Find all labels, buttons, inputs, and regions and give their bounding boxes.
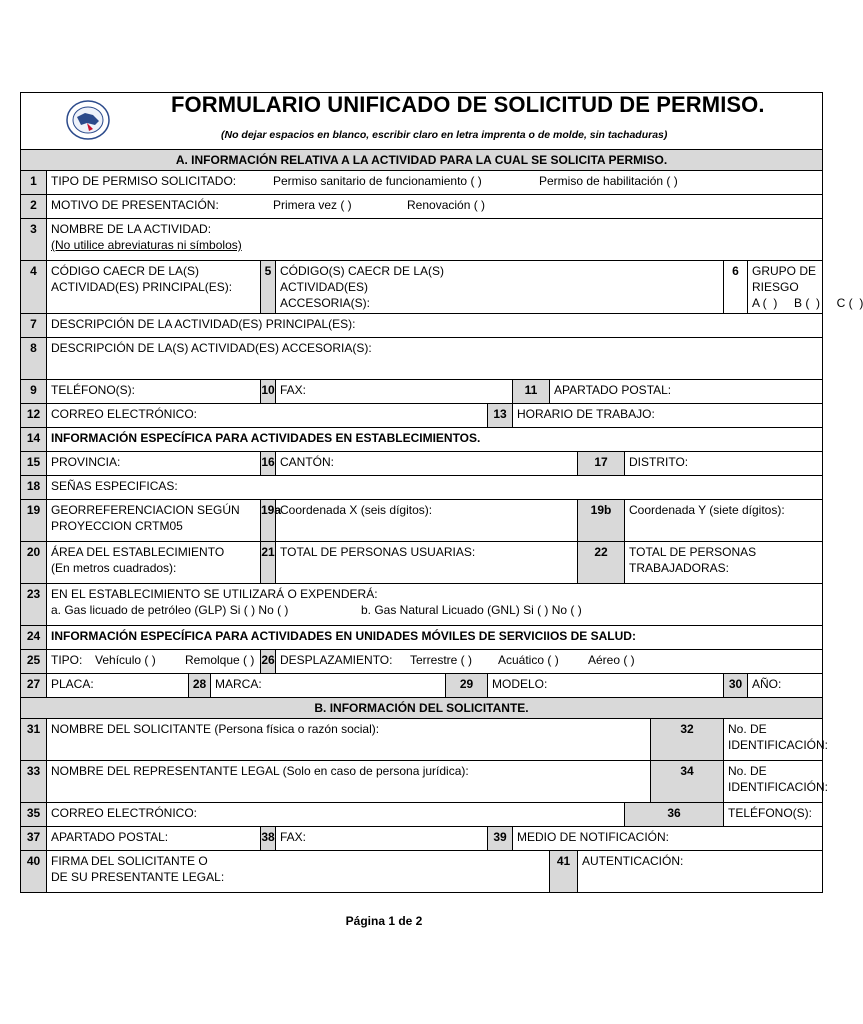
- row-number: 29: [446, 674, 488, 698]
- displacement-field[interactable]: [276, 650, 823, 674]
- applicant-fax-field[interactable]: [276, 827, 488, 851]
- displacement-label: DESPLAZAMIENTO:: [280, 653, 393, 667]
- legal-rep-name-field[interactable]: [47, 761, 651, 803]
- applicant-fax-label: FAX:: [280, 830, 307, 844]
- option-vehicle[interactable]: Vehículo ( ): [95, 653, 156, 667]
- brand-field[interactable]: [211, 674, 446, 698]
- row-number: 22: [578, 542, 625, 584]
- email-label: CORREO ELECTRÓNICO:: [51, 407, 198, 421]
- row-number: 40: [21, 851, 47, 893]
- accessory-caecr-code-label: CÓDIGO(S) CAECR DE LA(S) ACTIVIDAD(ES) ACCESORIA(S):: [280, 264, 445, 310]
- legal-rep-id-label: No. DE IDENTIFICACIÓN:: [728, 764, 829, 794]
- option-sanitary-permit[interactable]: Permiso sanitario de funcionamiento ( ): [273, 174, 482, 188]
- row-number: 19a: [261, 500, 276, 542]
- row-number: 4: [21, 261, 47, 314]
- applicant-phone-field[interactable]: [724, 803, 823, 827]
- row-number: 31: [21, 719, 47, 761]
- total-users-label: TOTAL DE PERSONAS USUARIAS:: [280, 545, 476, 559]
- row-number: 37: [21, 827, 47, 851]
- row-number: 36: [625, 803, 724, 827]
- activity-name-label: NOMBRE DE LA ACTIVIDAD:: [51, 222, 212, 236]
- coordinate-y-label: Coordenada Y (siete dígitos):: [629, 503, 785, 517]
- mobile-units-heading: INFORMACIÓN ESPECÍFICA PARA ACTIVIDADES EN UNIDADES MÓVILES DE SERVICIIOS DE SALUD:: [47, 626, 823, 650]
- total-workers-field[interactable]: [625, 542, 823, 584]
- applicant-email-label: CORREO ELECTRÓNICO:: [51, 806, 198, 820]
- authentication-field[interactable]: [578, 851, 823, 893]
- fax-label: FAX:: [280, 383, 307, 397]
- permit-type-field[interactable]: [47, 171, 823, 195]
- notification-method-field[interactable]: [513, 827, 823, 851]
- row-number: 41: [550, 851, 578, 893]
- year-field[interactable]: [748, 674, 823, 698]
- row-number: 7: [21, 314, 47, 338]
- gas-usage-field[interactable]: [47, 584, 823, 626]
- applicant-postal-box-field[interactable]: [47, 827, 261, 851]
- row-number: 16: [261, 452, 276, 476]
- row-number: 24: [21, 626, 47, 650]
- phone-label: TELÉFONO(S):: [51, 383, 136, 397]
- row-number: 26: [261, 650, 276, 674]
- page-number: Página 1 de 2: [345, 914, 423, 928]
- row-number: 3: [21, 219, 47, 261]
- row-number: 8: [21, 338, 47, 380]
- row-number: 19: [21, 500, 47, 542]
- signature-label: FIRMA DEL SOLICITANTE O: [51, 854, 208, 868]
- section-a-heading: A. INFORMACIÓN RELATIVA A LA ACTIVIDAD PARA LA CUAL SE SOLICITA PERMISO.: [21, 150, 823, 171]
- row-number: 15: [21, 452, 47, 476]
- signature-label-line2: DE SU PRESENTANTE LEGAL:: [51, 870, 225, 884]
- row-number: 30: [724, 674, 748, 698]
- row-number: 9: [21, 380, 47, 404]
- year-label: AÑO:: [752, 677, 782, 691]
- row-number: 19b: [578, 500, 625, 542]
- section-b-heading: B. INFORMACIÓN DEL SOLICITANTE.: [21, 698, 823, 719]
- row-number: 1: [21, 171, 47, 195]
- main-caecr-code-label: CÓDIGO CAECR DE LA(S) ACTIVIDAD(ES) PRINCIPAL(ES):: [51, 264, 233, 294]
- risk-group-options[interactable]: A ( ) B ( ) C ( ): [752, 296, 863, 310]
- accessory-activity-description-field[interactable]: [47, 338, 823, 380]
- authentication-label: AUTENTICACIÓN:: [582, 854, 684, 868]
- work-schedule-field[interactable]: [513, 404, 823, 428]
- applicant-email-field[interactable]: [47, 803, 625, 827]
- form-header: [21, 93, 823, 150]
- applicant-postal-box-label: APARTADO POSTAL:: [51, 830, 169, 844]
- applicant-name-field[interactable]: [47, 719, 651, 761]
- row-number: 17: [578, 452, 625, 476]
- coordinate-x-field[interactable]: [276, 500, 578, 542]
- total-users-field[interactable]: [276, 542, 578, 584]
- establishment-info-heading: INFORMACIÓN ESPECÍFICA PARA ACTIVIDADES EN ESTABLECIMIENTOS.: [47, 428, 823, 452]
- permit-form-table: [20, 92, 863, 893]
- province-field[interactable]: [47, 452, 261, 476]
- option-renewal[interactable]: Renovación ( ): [407, 198, 486, 212]
- option-air[interactable]: Aéreo ( ): [588, 653, 635, 667]
- row-number: 20: [21, 542, 47, 584]
- canton-field[interactable]: [276, 452, 578, 476]
- row-number: 5: [261, 261, 276, 314]
- row-number: 34: [651, 761, 724, 803]
- row-number: 18: [21, 476, 47, 500]
- postal-box-label: APARTADO POSTAL:: [554, 383, 672, 397]
- coordinate-x-label: Coordenada X (seis dígitos):: [280, 503, 433, 517]
- row-number: 39: [488, 827, 513, 851]
- gas-usage-label: EN EL ESTABLECIMIENTO SE UTILIZARÁ O EXPENDERÁ:: [51, 587, 378, 601]
- applicant-name-label: NOMBRE DEL SOLICITANTE (Persona física o razón social):: [51, 722, 380, 736]
- presentation-reason-field[interactable]: [47, 195, 823, 219]
- option-first-time[interactable]: Primera vez ( ): [273, 198, 352, 212]
- row-number: 12: [21, 404, 47, 428]
- risk-group-label: GRUPO DE RIESGO: [752, 264, 817, 294]
- row-number: 27: [21, 674, 47, 698]
- establishment-area-field[interactable]: [47, 542, 261, 584]
- main-activity-description-label: DESCRIPCIÓN DE LA ACTIVIDAD(ES) PRINCIPAL(ES):: [51, 317, 356, 331]
- row-number: 13: [488, 404, 513, 428]
- legal-rep-name-label: NOMBRE DEL REPRESENTANTE LEGAL (Solo en caso de persona jurídica):: [51, 764, 469, 778]
- permit-type-label: TIPO DE PERMISO SOLICITADO:: [51, 174, 237, 188]
- row-number: 35: [21, 803, 47, 827]
- presentation-reason-label: MOTIVO DE PRESENTACIÓN:: [51, 198, 219, 212]
- plate-label: PLACA:: [51, 677, 94, 691]
- option-glp[interactable]: a. Gas licuado de petróleo (GLP) Si ( ) No ( ): [51, 603, 289, 617]
- row-number: 32: [651, 719, 724, 761]
- row-number: 6: [724, 261, 748, 314]
- total-workers-label: TOTAL DE PERSONAS TRABAJADORAS:: [629, 545, 757, 575]
- main-caecr-code-field[interactable]: [47, 261, 261, 314]
- option-land[interactable]: Terrestre ( ): [410, 653, 473, 667]
- phone-field[interactable]: [47, 380, 261, 404]
- row-number: 28: [189, 674, 211, 698]
- row-number: 14: [21, 428, 47, 452]
- row-number: 2: [21, 195, 47, 219]
- canton-label: CANTÓN:: [280, 455, 334, 469]
- work-schedule-label: HORARIO DE TRABAJO:: [517, 407, 655, 421]
- form-subtitle: (No dejar espacios en blanco, escribir claro en letra imprenta o de molde, sin tachaduras): [221, 129, 668, 141]
- row-number: 21: [261, 542, 276, 584]
- establishment-area-label: ÁREA DEL ESTABLECIMIENTO: [51, 545, 225, 559]
- main-activity-description-field[interactable]: [47, 314, 823, 338]
- specific-directions-label: SEÑAS ESPECIFICAS:: [51, 479, 178, 493]
- applicant-id-field[interactable]: [724, 719, 829, 761]
- applicant-phone-label: TELÉFONO(S):: [728, 806, 813, 820]
- fax-field[interactable]: [276, 380, 513, 404]
- specific-directions-field[interactable]: [47, 476, 823, 500]
- province-label: PROVINCIA:: [51, 455, 121, 469]
- model-field[interactable]: [488, 674, 724, 698]
- activity-name-field[interactable]: [47, 219, 823, 261]
- email-field[interactable]: [47, 404, 488, 428]
- brand-label: MARCA:: [215, 677, 262, 691]
- row-number: 25: [21, 650, 47, 674]
- unit-type-field[interactable]: [47, 650, 261, 674]
- option-gnl[interactable]: b. Gas Natural Licuado (GNL) Si ( ) No ( ): [361, 603, 582, 617]
- activity-name-note: (No utilice abreviaturas ni símbolos): [51, 238, 242, 252]
- row-number: 23: [21, 584, 47, 626]
- row-number: 33: [21, 761, 47, 803]
- row-number: 11: [513, 380, 550, 404]
- row-number: 10: [261, 380, 276, 404]
- plate-field[interactable]: [47, 674, 189, 698]
- signature-field[interactable]: [47, 851, 550, 893]
- form-title: FORMULARIO UNIFICADO DE SOLICITUD DE PERMISO.: [171, 92, 765, 117]
- row-number: 38: [261, 827, 276, 851]
- option-trailer[interactable]: Remolque ( ): [185, 653, 255, 667]
- risk-group-field[interactable]: [748, 261, 863, 314]
- option-water[interactable]: Acuático ( ): [498, 653, 559, 667]
- georeference-field: [47, 500, 261, 542]
- legal-rep-id-field[interactable]: [724, 761, 829, 803]
- model-label: MODELO:: [492, 677, 548, 691]
- establishment-area-note: (En metros cuadrados):: [51, 561, 177, 575]
- district-field[interactable]: [625, 452, 823, 476]
- unit-type-label: TIPO:: [51, 653, 83, 667]
- accessory-activity-description-label: DESCRIPCIÓN DE LA(S) ACTIVIDAD(ES) ACCESORIA(S):: [51, 341, 372, 355]
- applicant-id-label: No. DE IDENTIFICACIÓN:: [728, 722, 829, 752]
- notification-method-label: MEDIO DE NOTIFICACIÓN:: [517, 830, 670, 844]
- accessory-caecr-code-field[interactable]: [276, 261, 724, 314]
- option-enabling-permit[interactable]: Permiso de habilitación ( ): [539, 174, 678, 188]
- ministry-seal-icon: [65, 99, 111, 141]
- coordinate-y-field[interactable]: [625, 500, 823, 542]
- postal-box-field[interactable]: [550, 380, 823, 404]
- district-label: DISTRITO:: [629, 455, 689, 469]
- georeference-label: GEORREFERENCIACION SEGÚN PROYECCION CRTM05: [51, 503, 240, 533]
